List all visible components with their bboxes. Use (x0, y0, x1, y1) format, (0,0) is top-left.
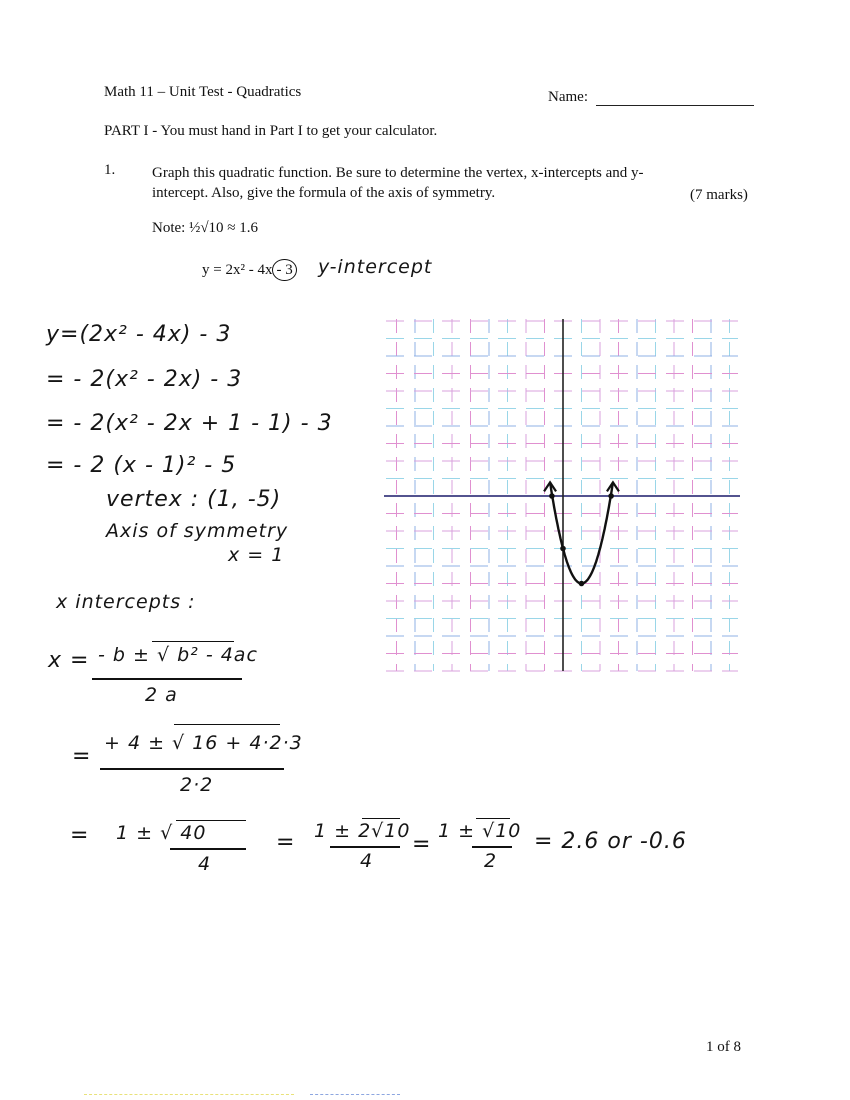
fraction-bar (330, 846, 400, 848)
graph-grid (386, 319, 738, 671)
step3-b-denominator: 4 (360, 850, 374, 872)
vertex-answer: vertex : (1, -5) (106, 487, 282, 512)
vertex-point (579, 581, 585, 587)
quadratic-formula-lhs: x = (48, 648, 90, 673)
axis-of-symmetry-label: Axis of symmetry (106, 520, 289, 542)
sqrt-vinculum (476, 818, 510, 819)
step3-c-denominator: 2 (484, 850, 498, 872)
step3-b-numerator: 1 ± 2√10 (314, 820, 411, 842)
step3-equals-3: = (412, 832, 432, 857)
work-line-1: y=(2x² - 4x) - 3 (46, 322, 232, 347)
axis-of-symmetry-equation: x = 1 (228, 544, 285, 566)
sqrt-vinculum (152, 641, 234, 642)
question-number: 1. (104, 162, 116, 178)
quadratic-formula-numerator: - b ± √ b² - 4ac (98, 644, 258, 666)
work-line-4: = - 2 (x - 1)² - 5 (46, 453, 237, 478)
step3-equals: = (70, 823, 90, 848)
equation-text: y = 2x² - 4x (202, 262, 273, 278)
fraction-bar (170, 848, 246, 850)
step3-c-numerator: 1 ± √10 (438, 820, 522, 842)
part-instruction: PART I - You must hand in Part I to get your calculator. (104, 123, 438, 139)
sqrt-vinculum (174, 724, 280, 725)
step3-a-denominator: 4 (198, 853, 212, 875)
x-intercepts-result: = 2.6 or -0.6 (534, 829, 687, 854)
work-line-3: = - 2(x² - 2x + 1 - 1) - 3 (46, 411, 333, 436)
work-line-2: = - 2(x² - 2x) - 3 (46, 367, 243, 392)
step3-equals-2: = (276, 830, 296, 855)
step2-denominator: 2·2 (180, 774, 214, 796)
sqrt-vinculum (176, 820, 246, 821)
quadratic-formula-denominator: 2 a (145, 684, 178, 706)
question-text-line2: intercept. Also, give the formula of the axis of symmetry. (152, 185, 496, 201)
x-intercepts-label: x intercepts : (56, 591, 196, 613)
scan-artifact-line (310, 1094, 400, 1095)
scan-artifact-line (84, 1094, 294, 1095)
page-number: 1 of 8 (706, 1039, 741, 1055)
question-text-line1: Graph this quadratic function. Be sure to determine the vertex, x-intercepts and y- (152, 165, 644, 181)
fraction-bar (472, 846, 512, 848)
x-intercept-point (608, 493, 614, 499)
name-label: Name: (548, 89, 588, 105)
sqrt-vinculum (362, 818, 400, 819)
name-field-line (596, 105, 754, 106)
fraction-bar (100, 768, 284, 770)
step3-a-numerator: 1 ± √ 40 (116, 822, 207, 844)
y-intercept-annotation: y-intercept (318, 256, 433, 278)
fraction-bar (92, 678, 242, 680)
function-equation (202, 259, 297, 281)
x-intercept-point (549, 493, 555, 499)
parabola-graph (380, 315, 742, 675)
question-marks: (7 marks) (690, 187, 748, 203)
circled-constant: - 3 (272, 259, 296, 281)
test-title: Math 11 – Unit Test - Quadratics (104, 84, 302, 100)
step2-numerator: + 4 ± √ 16 + 4·2·3 (104, 732, 303, 754)
step2-equals: = (72, 744, 92, 769)
y-intercept-point (560, 546, 566, 552)
question-note: Note: ½√10 ≈ 1.6 (152, 220, 259, 236)
